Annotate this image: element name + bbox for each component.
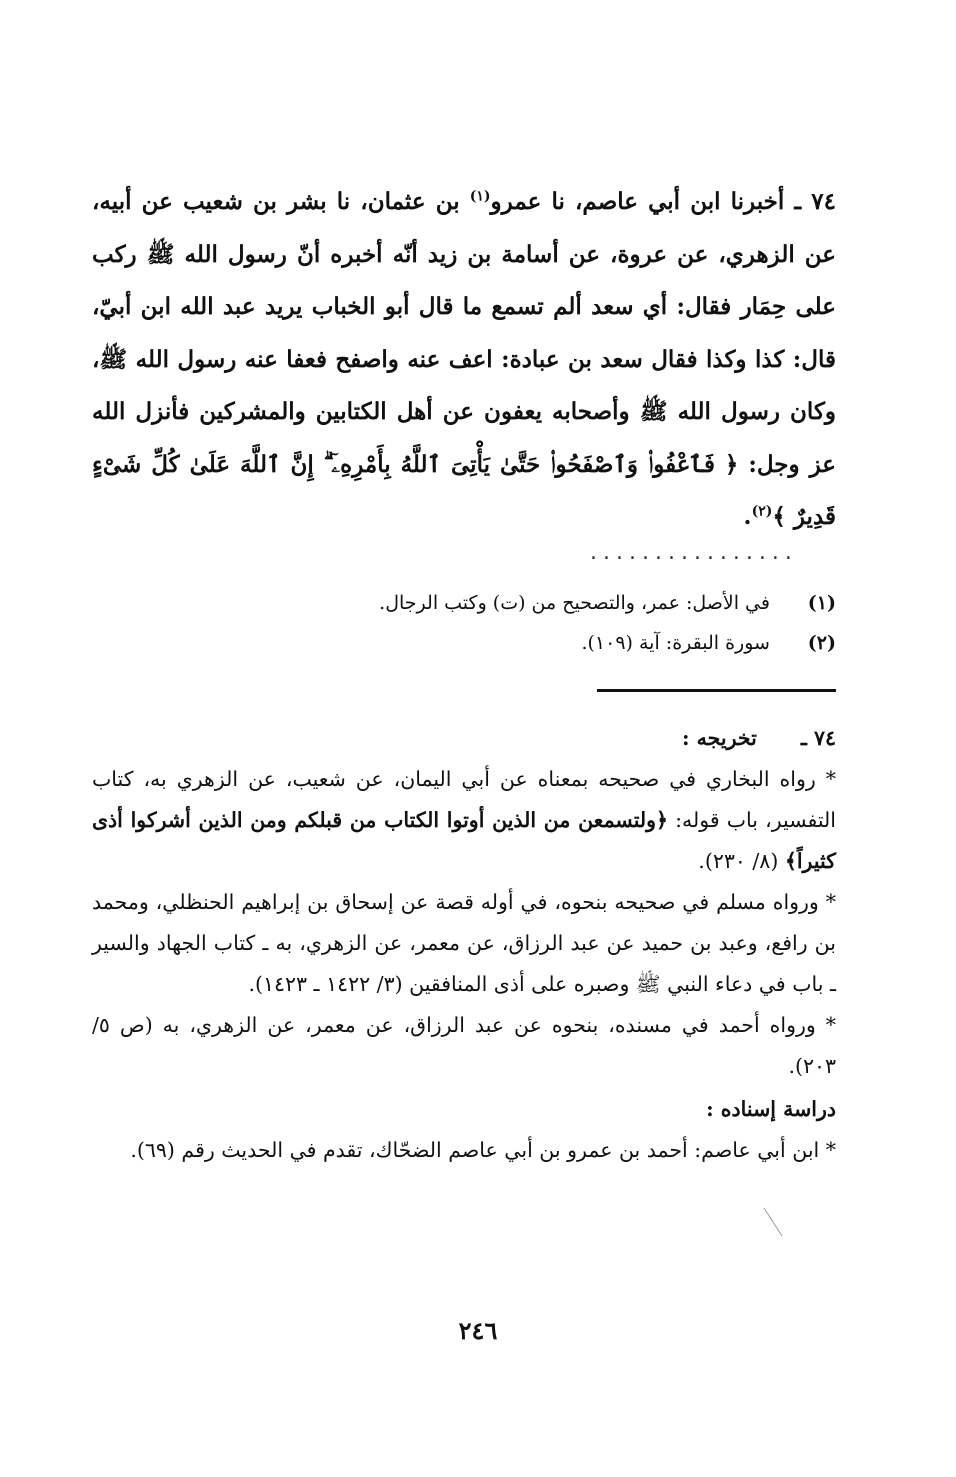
isnad-paragraph: * ابن أبي عاصم: أحمد بن عمرو بن أبي عاصم الضحّاك، تقدم في الحديث رقم (٦٩). [130, 1138, 836, 1162]
footnote-text: سورة البقرة: آية (١٠٩). [581, 632, 770, 654]
hadith-line1: أخبرنا ابن أبي عاصم، نا عمرو [490, 188, 785, 215]
takhrij-p1-ref: (٨/ ٢٣٠). [698, 849, 779, 873]
hadith-text [92, 176, 836, 544]
footnote-text: في الأصل: عمر، والتصحيح من (ت) وكتب الرجال. [379, 592, 770, 614]
footnote-number: (٢) [807, 632, 836, 654]
footnote-number: (١) [807, 592, 836, 614]
isnad-subtitle: دراسة إسناده : [706, 1097, 836, 1121]
takhrij-paragraph-3: * ورواه أحمد في مسنده، بنحوه عن عبد الرزاق، عن معمر، عن الزهري، به (ص ٥/ ٢٠٣). [92, 1013, 836, 1078]
hadith-body: بن عثمان، نا بشر بن شعيب عن أبيه، عن الزهري، عن عروة، عن أسامة بن زيد أنّه أخبره أنّ رسول الله ﷺ ركب على حِمَار فقال: أي سعد ألم تسمع ما قال أبو الخباب يريد عبد الله ابن أبيّ، قال: كذا وكذا فقال سعد بن عبادة: اعف عنه واصفح فعفا عنه رسول الله ﷺ، وكان رسول الله ﷺ وأصحابه يعفون عن أهل الكتابين والمشركين فأنزل الله عز وجل: [92, 188, 837, 478]
takhrij-title: تخريجه : [681, 726, 757, 750]
scan-mark-icon [760, 1206, 786, 1240]
footnote-ref-2[interactable]: (٢) [751, 503, 773, 520]
quran-verse: ﴿ فَٱعْفُوا۟ وَٱصْفَحُوا۟ حَتَّىٰ يَأْتِىَ ٱللَّهُ بِأَمْرِهِۦٓ ۗ إِنَّ ٱللَّهَ عَلَىٰ كُلِّ شَىْءٍ قَدِيرٌ ﴾ [92, 450, 836, 530]
takhrij-p1-quote: ﴿ولتسمعن من الذين أوتوا الكتاب من قبلكم ومن الذين أشركوا أذى كثيراً﴾ [92, 808, 836, 873]
takhrij-number: ٧٤ ـ [800, 726, 836, 750]
takhrij-paragraph-1 [92, 759, 836, 882]
footnote-2 [200, 630, 836, 656]
takhrij-p1-text: * رواه البخاري في صحيحه بمعناه عن أبي اليمان، عن شعيب، عن الزهري به، كتاب التفسير، باب قوله: [92, 767, 836, 832]
page-number: ٢٤٦ [458, 1316, 498, 1345]
footnote-1 [200, 590, 836, 616]
hadith-paragraph [92, 176, 836, 544]
takhrij-section [92, 718, 836, 1171]
horizontal-rule [597, 689, 836, 692]
footnote-ref-1[interactable]: (١) [469, 188, 491, 205]
hadith-end: . [743, 503, 752, 530]
takhrij-paragraph-2: * ورواه مسلم في صحيحه بنحوه، في أوله قصة عن إسحاق بن إبراهيم الحنظلي، ومحمد بن رافع، وعبد بن حميد عن عبد الرزاق، عن معمر، عن الزهري، به ـ كتاب الجهاد والسير ـ باب في دعاء النبي ﷺ وصبره على أذى المنافقين (٣/ ١٤٢٢ ـ ١٤٢٣). [92, 890, 836, 996]
footnote-separator: ................ [590, 540, 798, 565]
takhrij-heading [92, 718, 836, 759]
hadith-number: ٧٤ ـ [794, 188, 836, 215]
